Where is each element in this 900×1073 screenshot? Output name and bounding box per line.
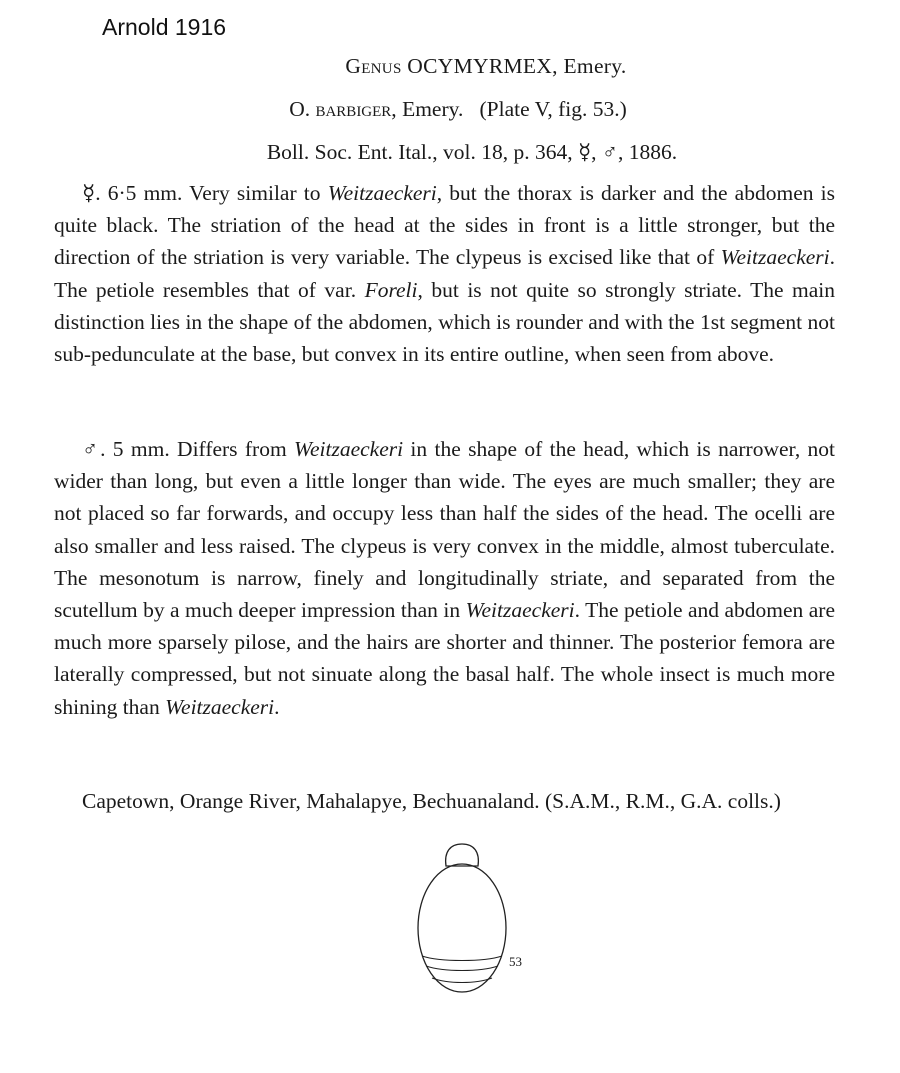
male-description — [54, 433, 835, 723]
abdomen-outline-drawing — [410, 838, 540, 1008]
male-text-4: . — [274, 694, 280, 719]
taxon-name: Weitzaeckeri — [327, 181, 437, 205]
species-name: barbiger, — [315, 97, 397, 121]
male-text-3: . The petiole and abdomen are much more sparsely pilose, and the hairs are shorter and thinner. The posterior femora are laterally compressed, but not sinuate along the basal half. The whole insect is much more shining than — [54, 598, 835, 719]
variety-name: Foreli — [364, 277, 418, 302]
genus-author: Emery. — [563, 54, 627, 78]
species-heading — [8, 97, 900, 122]
worker-text-2: , but the thorax is darker and the abdomen is quite black. The striation of the head at the sides in front is a little stronger, but the direction of the striation is very variable. The clypeus is excised like that of — [54, 181, 835, 270]
male-text-1: . 5 mm. Differs from — [100, 437, 295, 461]
taxon-name: Weitzaeckeri — [165, 694, 275, 719]
genus-heading — [36, 54, 900, 79]
male-sex-symbol: ♂ — [82, 437, 101, 461]
taxon-name: Weitzaeckeri — [720, 245, 830, 270]
male-text-2: in the shape of the head, which is narrower, not wider than long, but even a little longer than wide. The eyes are much smaller; they are not placed so far forwards, and occupy less than half the sides of the head. The ocelli are also smaller and less raised. The clypeus is very convex in the middle, almost tuberculate. The mesonotum is narrow, finely and longitudinally striate, and separated from the scutellum by a much deeper impression than in — [54, 437, 836, 623]
genus-name: OCYMYRMEX, — [407, 54, 558, 78]
localities-paragraph: Capetown, Orange River, Mahalapye, Bechuanaland. (S.A.M., R.M., G.A. colls.) — [82, 789, 781, 813]
genus-prefix: Genus — [345, 54, 402, 78]
taxon-name: Weitzaeckeri — [294, 437, 404, 461]
plate-reference: (Plate V, fig. 53.) — [479, 97, 627, 121]
species-author: Emery. — [402, 97, 464, 121]
worker-sex-symbol: ☿ — [82, 181, 96, 205]
worker-text-3: . The petiole resembles that of var. — [54, 245, 835, 302]
worker-text-1: . 6·5 mm. Very similar to — [95, 181, 328, 205]
source-label: Arnold 1916 — [102, 14, 227, 40]
species-genus-abbrev: O. — [289, 97, 311, 121]
worker-text-4: , but is not quite so strongly striate. The main distinction lies in the shape of the abdomen, which is rounder and with the 1st segment not sub-pedunculate at the base, but convex in its entire outline, when seen from above. — [54, 277, 835, 367]
worker-description — [54, 177, 835, 370]
figure-number: 53 — [509, 954, 522, 969]
bibliographic-reference: Boll. Soc. Ent. Ital., vol. 18, p. 364, ☿, ♂, 1886. — [266, 140, 678, 164]
taxon-name: Weitzaeckeri — [465, 598, 575, 623]
